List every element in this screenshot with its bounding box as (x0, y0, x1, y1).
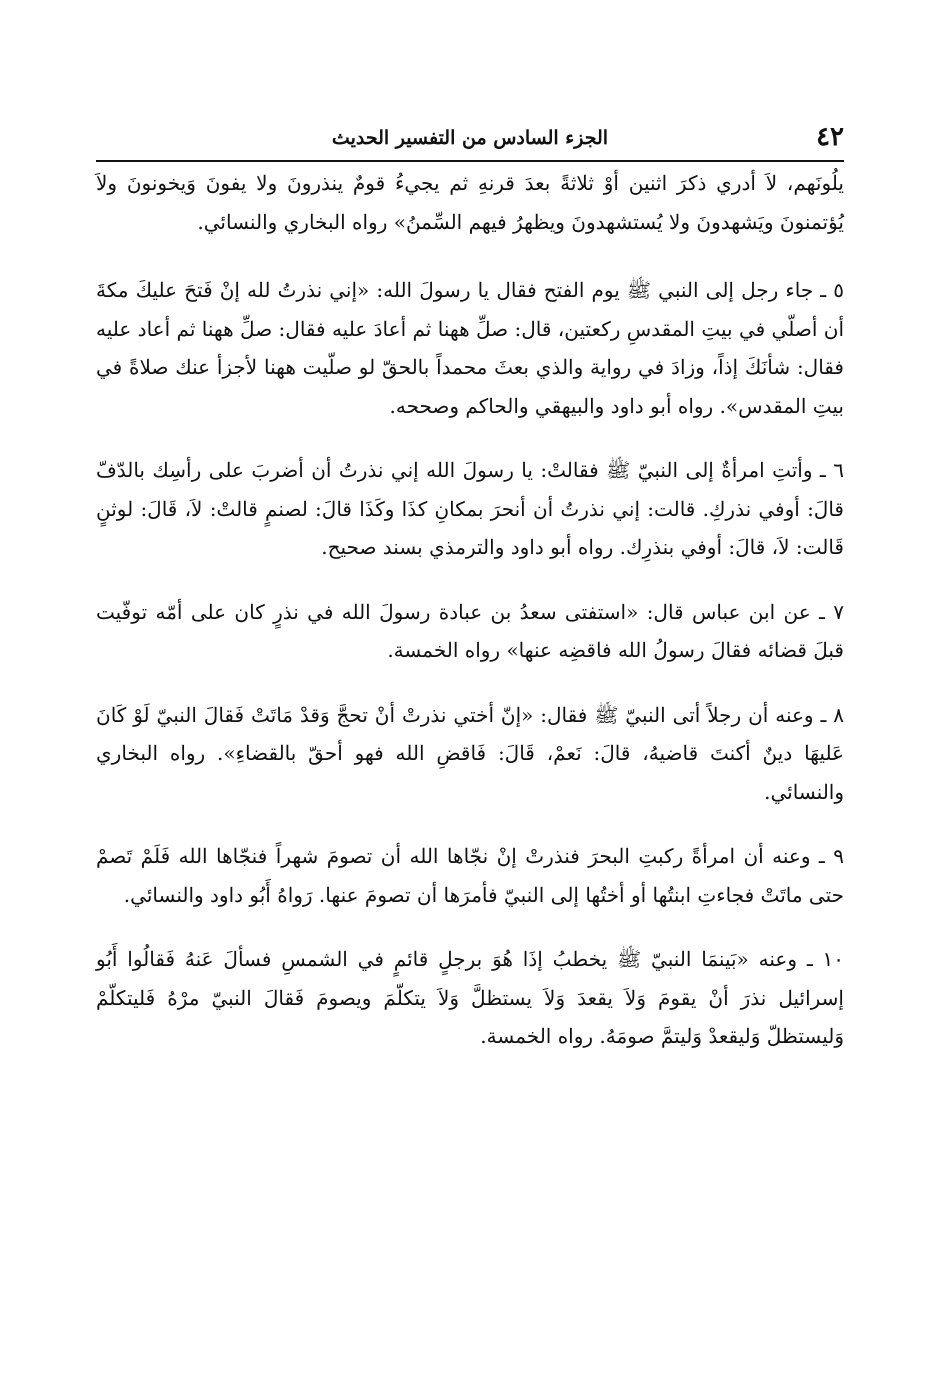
page-body (96, 164, 844, 1082)
header-divider (96, 160, 844, 162)
running-title: الجزء السادس من التفسير الحديث (331, 127, 609, 149)
hadith-paragraph-8: ٨ ـ وعنه أن رجلاً أتى النبيّ ﷺ فقال: «إنّ أختي نذرتْ أنْ تحجَّ وَقدْ مَاتَتْ فَقالَ النبيّ لَوْ كَانَ عَليهَا دينٌ أكنتَ قاضيهُ، قالَ: نَعمْ، قَالَ: فَاقضِ الله فهو أحقّ بالقضاءِ». رواه البخاري والنسائي. (96, 702, 844, 804)
hadith-paragraph-9: ٩ ـ وعنه أن امرأةً ركبتِ البحرَ فنذرتْ إنْ نجّاها الله أن تصومَ شهراً فنجّاها الله فَلَمْ تَصمْ حتى ماتَتْ فجاءتِ ابنتُها أو أختُها إلى النبيّ فأمرَها أن تصومَ عنها. رَواهُ أَبُو داود والنسائي. (96, 844, 844, 907)
hadith-paragraph-5: ٥ ـ جاء رجل إلى النبي ﷺ يوم الفتح فقال يا رسولَ الله: «إني نذرتُ لله إنْ فَتحَ عليكَ مكةَ أن أصلّي في بيتِ المقدسِ ركعتين، قال: صلِّ ههنا ثم أعادَ عليه فقال: صلِّ ههنا ثم أعاد عليه فقال: شأنَكَ إذاً، وزادَ في رواية والذي بعثَ محمداً بالحقّ لو صلّيت ههنا لأجزأ عنك صلاةً في بيتِ المقدس». رواه أبو داود والبيهقي والحاكم وصححه. (96, 278, 844, 418)
page-header (96, 118, 844, 158)
continuation-paragraph: يلُونَهم، لاَ أدري ذكرَ اثنين أوْ ثلاثةً بعدَ قرنهِ ثم يجيءُ قومٌ ينذرونَ ولا يفونَ وَيخونونَ ولاَ يُؤتمنونَ ويَشهدونَ ولا يُستشهدونَ ويظهرُ فيهم السِّمنُ» رواه البخاري والنسائي. (96, 171, 844, 234)
page-number: ٤٢ (816, 122, 844, 152)
hadith-paragraph-10: ١٠ ـ وعنه «بَينمَا النبيّ ﷺ يخطبُ إذَا هُوَ برجلٍ قائمٍ في الشمسِ فسألَ عَنهُ فَقالُوا أَبُو إسرائيل نذرَ أنْ يقومَ وَلاَ يقعدَ وَلاَ يستظلَّ وَلاَ يتكلّمَ ويصومَ فَقالَ النبيّ مرْهُ فَليتكلّمْ وَليستظلّ وَليقعدْ وَليتمَّ صومَهُ. رواه الخمسة. (96, 947, 844, 1048)
hadith-paragraph-7: ٧ ـ عن ابن عباس قال: «استفتى سعدُ بن عبادة رسولَ الله في نذرٍ كان على أمّه توفّيت قبلَ قضائه فقالَ رسولُ الله فاقضِه عنها» رواه الخمسة. (96, 599, 844, 662)
hadith-paragraph-6: ٦ ـ وأتتِ امرأةٌ إلى النبيّ ﷺ فقالتْ: يا رسولَ الله إني نذرتُ أن أضربَ على رأسِك بالدّفّ قالَ: أوفي نذركِ. قالت: إني نذرتُ أن أنحرَ بمكانِ كذَا وكَذَا قالَ: لصنمٍ قالتْ: لاَ، قَالَ: لوثنٍ قَالت: لاَ، قالَ: أوفي بنذرِك. رواه أبو داود والترمذي بسند صحيح. (96, 458, 844, 559)
